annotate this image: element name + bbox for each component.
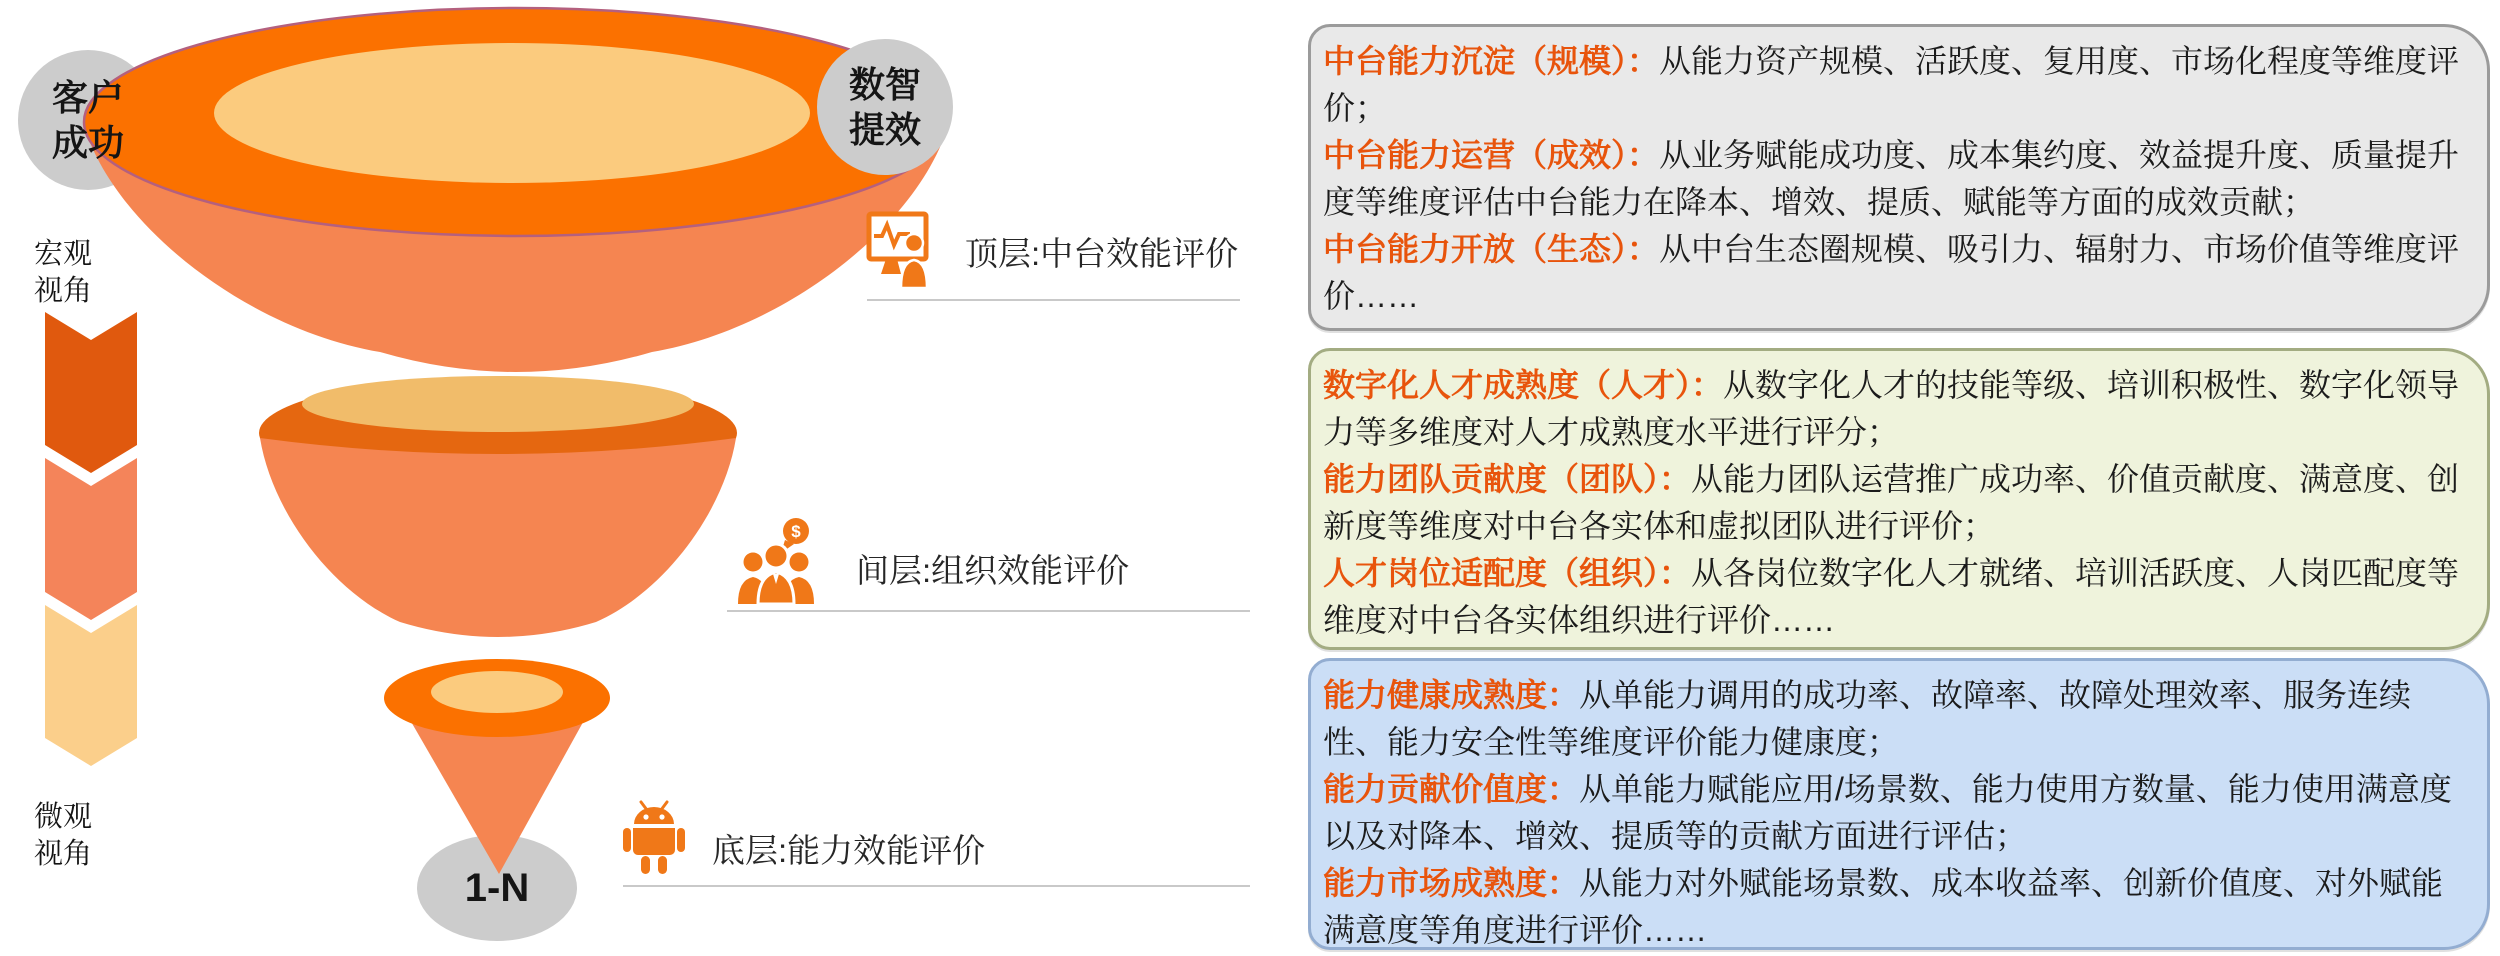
- macro-chevron-1: [45, 312, 137, 473]
- layer-label-top: 顶层:中台效能评价: [965, 235, 1239, 272]
- panel-item: [1323, 362, 2471, 456]
- digital-efficiency-bubble: [805, 62, 965, 152]
- panel-item-heading: 能力健康成熟度：: [1323, 677, 1580, 713]
- android-robot-icon: [621, 798, 687, 876]
- layer-label-bottom: 底层:能力效能评价: [712, 832, 986, 869]
- micro-view-line2: 视角: [34, 838, 93, 870]
- funnel-mid-inner: [302, 376, 694, 432]
- panel-item-text: 从能力团队运营推广成功率、价值贡献度、满意度、创新度等维度对中台各实体和虚拟团队进行评价；: [1323, 461, 2460, 544]
- funnel-cone-inner: [431, 671, 563, 713]
- customer-success-line1: 客户: [51, 77, 124, 118]
- panel-item-text: 从中台生态圈规模、吸引力、辐射力、市场价值等维度评价……: [1323, 231, 2460, 314]
- micro-view-label: [34, 799, 92, 873]
- micro-view-line1: 微观: [34, 801, 93, 833]
- layer-underline-top: [867, 299, 1240, 301]
- panel-item-heading: 数字化人才成熟度（人才）：: [1323, 367, 1724, 403]
- panel-item-text: 从能力对外赋能场景数、成本收益率、创新价值度、对外赋能满意度等角度进行评价……: [1323, 865, 2444, 948]
- digital-efficiency-line2: 提效: [848, 109, 921, 150]
- panel-item-heading: 能力团队贡献度（团队）：: [1323, 461, 1692, 497]
- macro-view-line2: 视角: [34, 275, 93, 307]
- macro-chevron-3: [45, 605, 137, 766]
- panel-item-heading: 中台能力运营（成效）：: [1323, 137, 1660, 173]
- customer-success-bubble: [8, 75, 168, 165]
- panel-item-heading: 人才岗位适配度（组织）：: [1323, 555, 1692, 591]
- panel-capability-effectiveness: [1308, 658, 2490, 950]
- panel-item: [1323, 550, 2471, 644]
- panel-item-text: 从数字化人才的技能等级、培训积极性、数字化领导力等多维度对人才成熟度水平进行评分；: [1323, 367, 2460, 450]
- panel-item-text: 从单能力赋能应用/场景数、能力使用方数量、能力使用满意度以及对降本、增效、提质等的贡献方面进行评估；: [1323, 771, 2452, 854]
- macro-chevron-2: [45, 458, 137, 620]
- panel-organization-effectiveness: [1308, 348, 2490, 650]
- customer-success-line2: 成功: [51, 122, 124, 163]
- funnel-top-inner: [214, 43, 810, 183]
- panel-item-heading: 中台能力开放（生态）：: [1323, 231, 1660, 267]
- team-dollar-icon: [733, 516, 819, 604]
- layer-label-middle: 间层:组织效能评价: [856, 552, 1130, 589]
- layer-underline-bottom: [623, 885, 1250, 887]
- panel-item: [1323, 456, 2471, 550]
- panel-item-heading: 能力贡献价值度：: [1323, 771, 1580, 807]
- funnel-mid-body: [260, 438, 736, 637]
- panel-item-text: 从单能力调用的成功率、故障率、故障处理效率、服务连续性、能力安全性等维度评价能力健康度；: [1323, 677, 2412, 760]
- panel-item: [1323, 132, 2471, 226]
- panel-item-heading: 中台能力沉淀（规模）：: [1323, 43, 1660, 79]
- panel-platform-effectiveness: [1308, 24, 2490, 331]
- layer-underline-middle: [727, 610, 1250, 612]
- one-n-bubble: 1-N: [464, 866, 530, 910]
- digital-efficiency-line1: 数智: [848, 64, 921, 105]
- macro-view-label: [34, 236, 92, 310]
- panel-item: [1323, 860, 2471, 954]
- panel-item-text: 从各岗位数字化人才就绪、培训活跃度、人岗匹配度等维度对中台各实体组织进行评价……: [1323, 555, 2460, 638]
- dollar-sign: $: [791, 522, 801, 541]
- dashboard-presenter-icon: [865, 210, 935, 288]
- panel-item: [1323, 672, 2471, 766]
- panel-item-text: 从业务赋能成功度、成本集约度、效益提升度、质量提升度等维度评估中台能力在降本、增效、提质、赋能等方面的成效贡献；: [1323, 137, 2460, 220]
- panel-item-text: 从能力资产规模、活跃度、复用度、市场化程度等维度评价；: [1323, 43, 2460, 126]
- panel-item-heading: 能力市场成熟度：: [1323, 865, 1580, 901]
- panel-item: [1323, 766, 2471, 860]
- panel-item: [1323, 226, 2471, 320]
- panel-item: [1323, 38, 2471, 132]
- macro-view-line1: 宏观: [34, 238, 93, 270]
